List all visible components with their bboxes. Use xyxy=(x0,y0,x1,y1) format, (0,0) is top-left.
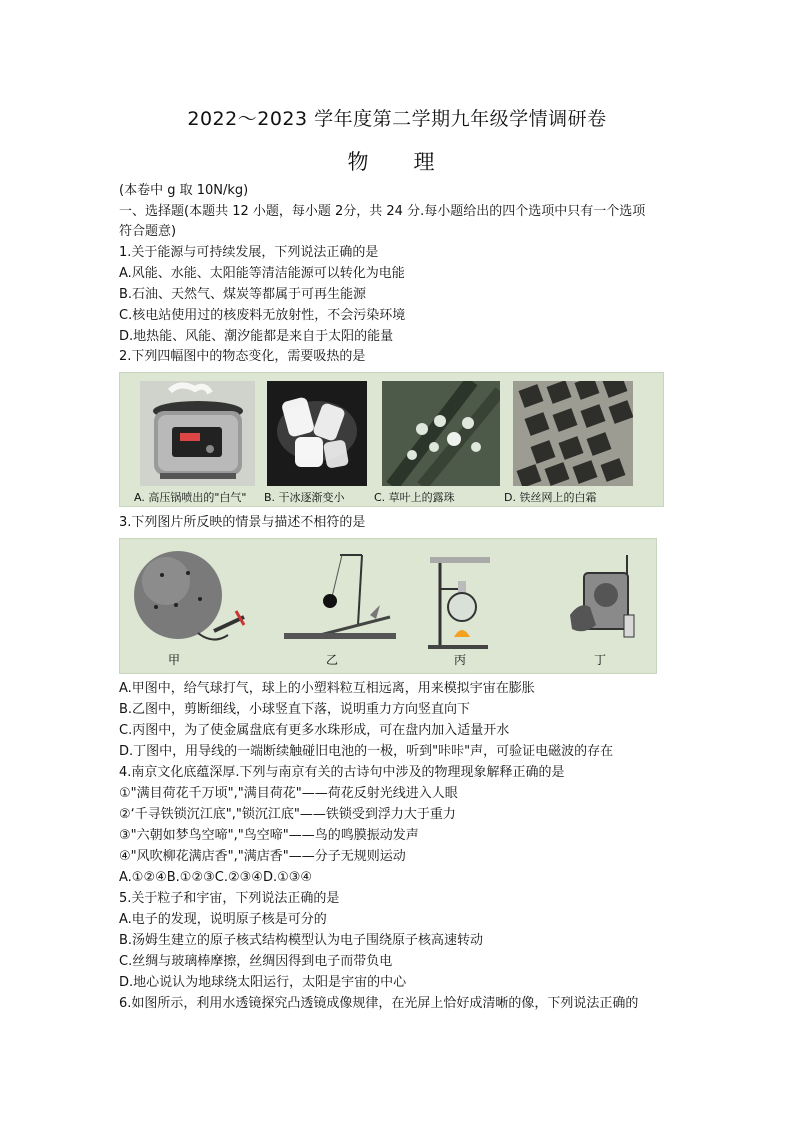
q4-item-2: ②‘千寻铁锁沉江底","锁沉江底"——铁锁受到浮力大于重力 xyxy=(119,807,456,822)
q2-caption-d: D. 铁丝网上的白霜 xyxy=(504,491,597,504)
q3-caption-ding: 丁 xyxy=(594,653,607,667)
q4-choices: A.①②④B.①②③C.②③④D.①③④ xyxy=(119,870,313,885)
q2-caption-a: A. 高压锅喷出的"白气" xyxy=(134,491,247,504)
q3-option-b: B.乙图中，剪断细线，小球竖直下落，说明重力方向竖直向下 xyxy=(119,702,471,717)
gravity-note: (本卷中 g 取 10N/kg) xyxy=(119,183,249,198)
q4-item-4: ④"风吹柳花满店香","满店香"——分子无规则运动 xyxy=(119,849,406,864)
question-4-stem: 4.南京文化底蕴深厚.下列与南京有关的古诗句中涉及的物理现象解释正确的是 xyxy=(119,765,565,780)
q2-figure xyxy=(119,372,664,507)
q5-option-c: C.丝绸与玻璃棒摩擦，丝绸因得到电子而带负电 xyxy=(119,954,393,969)
subject-title: 物 理 xyxy=(347,150,447,174)
question-3-stem: 3.下列图片所反映的情景与描述不相符的是 xyxy=(119,515,366,530)
pressure-cooker-image xyxy=(140,381,255,486)
q1-option-d: D.地热能、风能、潮汐能都是来自于太阳的能量 xyxy=(119,329,394,344)
q3-caption-jia: 甲 xyxy=(168,653,181,667)
section-heading: 一、选择题(本题共 12 小题，每小题 2分，共 24 分.每小题给出的四个选项中只有一个选项 xyxy=(119,204,646,219)
question-2-stem: 2.下列四幅图中的物态变化，需要吸热的是 xyxy=(119,349,366,364)
q4-item-3: ③"六朝如梦鸟空啼","鸟空啼"——鸟的鸣膜振动发声 xyxy=(119,828,419,843)
q5-option-d: D.地心说认为地球绕太阳运行，太阳是宇宙的中心 xyxy=(119,975,407,990)
q3-caption-bing: 丙 xyxy=(454,653,467,667)
dry-ice-image xyxy=(267,381,367,486)
section-heading-cont: 符合题意) xyxy=(119,224,177,239)
q3-figure xyxy=(119,538,657,674)
q2-caption-c: C. 草叶上的露珠 xyxy=(374,491,455,504)
q1-option-a: A.风能、水能、太阳能等清洁能源可以转化为电能 xyxy=(119,266,405,281)
pendulum-image xyxy=(280,545,400,651)
frost-wire-mesh-image xyxy=(513,381,633,486)
q5-option-a: A.电子的发现，说明原子核是可分的 xyxy=(119,912,327,927)
radio-image xyxy=(566,545,646,651)
q5-option-b: B.汤姆生建立的原子核式结构模型认为电子围绕原子核高速转动 xyxy=(119,933,484,948)
question-1-stem: 1.关于能源与可持续发展，下列说法正确的是 xyxy=(119,245,379,260)
q3-option-d: D.丁图中，用导线的一端断续触碰旧电池的一极，听到"咔咔"声，可验证电磁波的存在 xyxy=(119,744,614,759)
q3-option-c: C.丙图中，为了使金属盘底有更多水珠形成，可在盘内加入适量开水 xyxy=(119,723,510,738)
balloon-image xyxy=(128,545,248,651)
flask-image xyxy=(420,545,520,651)
q3-option-a: A.甲图中，给气球打气，球上的小塑料粒互相远离，用来模拟宇宙在膨胀 xyxy=(119,681,535,696)
question-6-stem: 6.如图所示，利用水透镜探究凸透镜成像规律，在光屏上恰好成清晰的像，下列说法正确的 xyxy=(119,996,639,1011)
dew-drops-image xyxy=(382,381,500,486)
q4-item-1: ①"满目荷花千万顷","满目荷花"——荷花反射光线进入人眼 xyxy=(119,786,458,801)
q1-option-c: C.核电站使用过的核废料无放射性，不会污染环境 xyxy=(119,308,406,323)
q3-caption-yi: 乙 xyxy=(326,653,339,667)
q2-caption-b: B. 干冰逐渐变小 xyxy=(264,491,345,504)
question-5-stem: 5.关于粒子和宇宙，下列说法正确的是 xyxy=(119,891,340,906)
q1-option-b: B.石油、天然气、煤炭等都属于可再生能源 xyxy=(119,287,367,302)
exam-title: 2022～2023 学年度第二学期九年级学情调研卷 xyxy=(187,108,607,130)
